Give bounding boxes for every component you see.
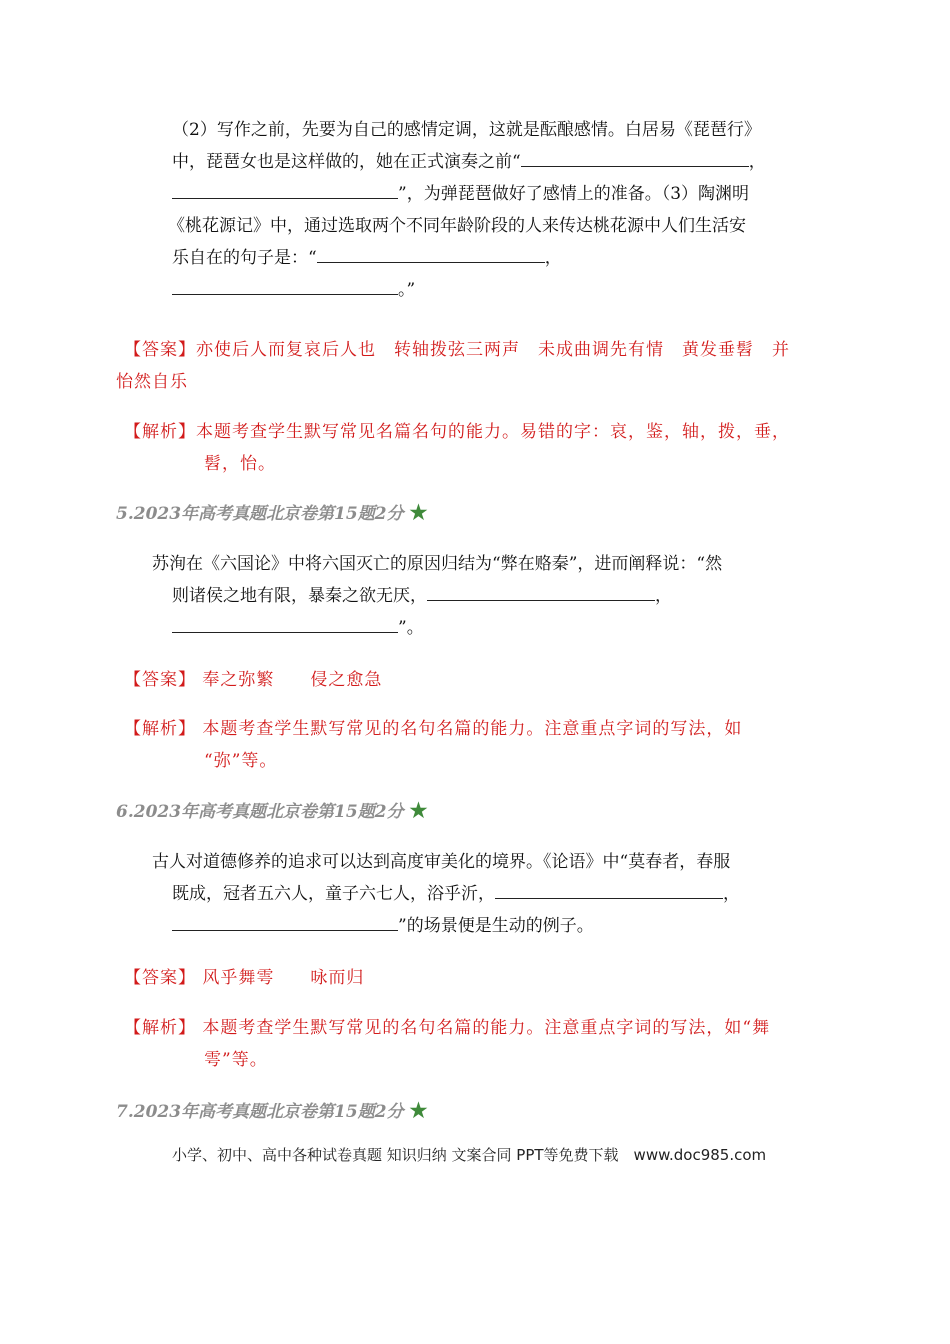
answer-blank[interactable] — [172, 612, 398, 633]
q6-line-1: 古人对道德修养的追求可以达到高度审美化的境界。《论语》中“莫春者，春服 — [152, 852, 731, 872]
answer-tag: 【答案】 — [124, 968, 196, 988]
answer-text: 亦使后人而复哀后人也 转轴拨弦三两声 未成曲调先有情 黄发垂髫 并 — [196, 340, 790, 360]
explanation-6 — [0, 1012, 950, 1076]
explanation-text: 本题考查学生默写常见名篇名句的能力。易错的字：哀，鉴，轴，拨，垂， — [196, 422, 790, 442]
q6-line-2: 既成，冠者五六人，童子六七人，浴乎沂， ， — [0, 878, 950, 910]
explanation-text-cont: “弥”等。 — [204, 751, 278, 771]
answer-4 — [0, 334, 950, 398]
q4-line-3: ”，为弹琵琶做好了感情上的准备。（3）陶渊明 — [0, 178, 950, 210]
star-icon: ★ — [409, 798, 428, 822]
question-4-body — [0, 114, 950, 306]
explanation-tag: 【解析】 — [124, 422, 196, 442]
explanation-text-cont: 雩”等。 — [204, 1050, 268, 1070]
q6-line-3: ”的场景便是生动的例子。 — [0, 910, 950, 942]
q4-line-1: （2）写作之前，先要为自己的感情定调，这就是酝酿感情。白居易《琵琶行》 — [172, 120, 761, 140]
answer-blank[interactable] — [317, 242, 545, 263]
star-icon: ★ — [409, 500, 428, 524]
q4-line-4: 《桃花源记》中，通过选取两个不同年龄阶段的人来传达桃花源中人们生活安 — [168, 216, 746, 236]
explanation-4 — [0, 416, 950, 480]
answer-blank[interactable] — [495, 878, 723, 899]
q5-line-1: 苏洵在《六国论》中将六国灭亡的原因归结为“弊在赂秦”，进而阐释说：“然 — [152, 554, 723, 574]
explanation-tag: 【解析】 — [124, 719, 196, 739]
star-icon: ★ — [409, 1098, 428, 1122]
page-footer — [0, 1144, 950, 1165]
answer-text-cont: 怡然自乐 — [116, 372, 188, 392]
answer-5 — [0, 664, 950, 696]
explanation-tag: 【解析】 — [124, 1018, 196, 1038]
q4-line-2: 中，琵琶女也是这样做的，她在正式演奏之前“ ， — [0, 146, 950, 178]
explanation-text-cont: 髫，怡。 — [204, 454, 276, 474]
explanation-text: 本题考查学生默写常见的名句名篇的能力。注意重点字词的写法，如 — [202, 719, 743, 739]
q5-line-2: 则诸侯之地有限，暴秦之欲无厌， ， — [0, 580, 950, 612]
answer-tag: 【答案】 — [124, 340, 196, 360]
answer-text: 奉之弥繁 侵之愈急 — [202, 670, 383, 690]
explanation-text: 本题考查学生默写常见的名句名篇的能力。注意重点字词的写法，如“舞 — [202, 1018, 771, 1038]
answer-blank[interactable] — [172, 178, 398, 199]
answer-blank[interactable] — [172, 910, 398, 931]
answer-tag: 【答案】 — [124, 670, 196, 690]
answer-blank[interactable] — [427, 580, 655, 601]
explanation-5 — [0, 713, 950, 777]
answer-text: 风乎舞雩 咏而归 — [202, 968, 365, 988]
q4-line-6: 。” — [0, 274, 950, 306]
answer-blank[interactable] — [172, 274, 398, 295]
question-6-body — [0, 846, 950, 942]
q4-line-5: 乐自在的句子是：“ ， — [0, 242, 950, 274]
answer-6 — [0, 962, 950, 994]
question-5-heading: 5.2023年高考真题北京卷第15题2分 ★ — [116, 500, 428, 524]
answer-blank[interactable] — [521, 146, 749, 167]
footer-text: 小学、初中、高中各种试卷真题 知识归纳 文案合同 PPT等免费下载 www.doc985.com — [172, 1146, 767, 1164]
question-7-heading: 7.2023年高考真题北京卷第15题2分 ★ — [116, 1098, 428, 1122]
q5-line-3: ”。 — [0, 612, 950, 644]
question-6-heading: 6.2023年高考真题北京卷第15题2分 ★ — [116, 798, 428, 822]
question-5-body — [0, 548, 950, 644]
